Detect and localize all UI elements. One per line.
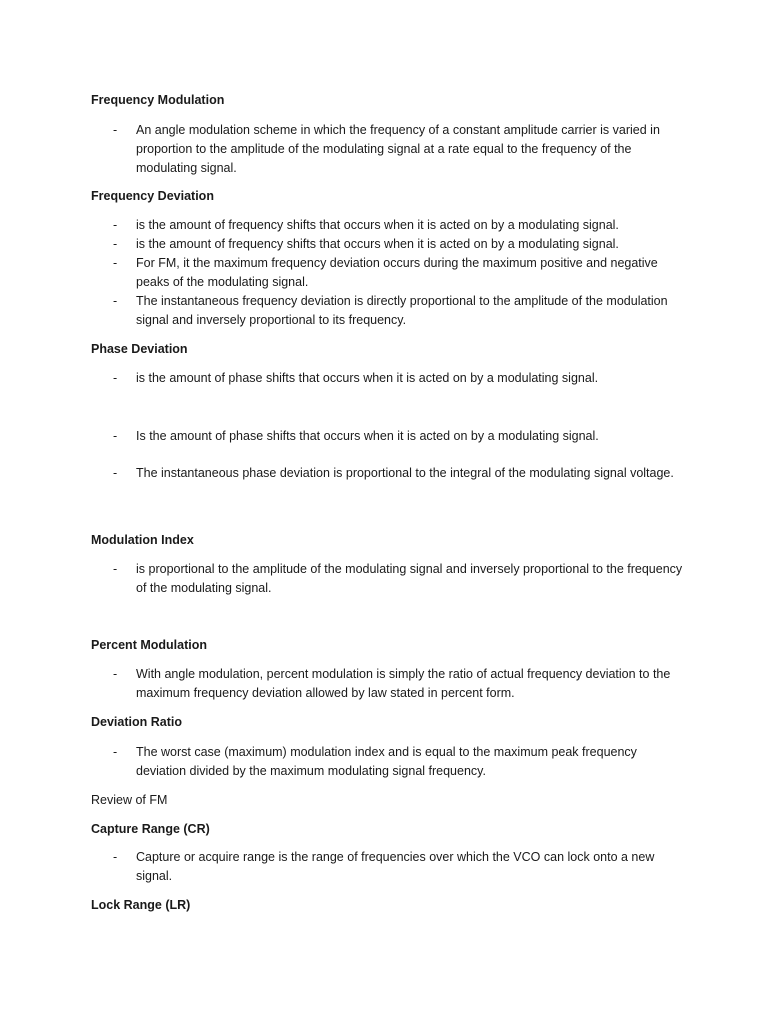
- bullet-text: is the amount of frequency shifts that occurs when it is acted on by a modulating signal.: [136, 237, 619, 251]
- bullet-text: Is the amount of phase shifts that occurs when it is acted on by a modulating signal.: [136, 429, 599, 443]
- bullet-text: The instantaneous phase deviation is proportional to the integral of the modulating signal voltage.: [136, 466, 674, 480]
- bullet-text: is proportional to the amplitude of the modulating signal and inversely proportional to the frequency of the modulating signal.: [136, 562, 683, 595]
- section-heading: Frequency Deviation: [91, 189, 214, 203]
- list-item: [113, 254, 683, 292]
- bullet-list: [113, 665, 683, 703]
- bullet-dash: -: [113, 429, 118, 443]
- review-heading: Review of FM: [91, 793, 168, 807]
- bullet-list: [113, 743, 683, 781]
- bullet-list: [113, 121, 683, 178]
- section-heading: Modulation Index: [91, 533, 194, 547]
- bullet-text: With angle modulation, percent modulation is simply the ratio of actual frequency deviation to the maximum frequency deviation allowed by law stated in percent form.: [136, 667, 671, 700]
- list-item: [113, 848, 683, 886]
- bullet-list: [113, 560, 683, 598]
- section-heading: Percent Modulation: [91, 638, 207, 652]
- bullet-dash: -: [113, 294, 118, 308]
- bullet-text: An angle modulation scheme in which the frequency of a constant amplitude carrier is varied in proportion to the amplitude of the modulating signal at a rate equal to the frequency of the modulating signal.: [136, 123, 660, 175]
- bullet-dash: -: [113, 256, 118, 270]
- bullet-list: [113, 427, 683, 446]
- bullet-text: The instantaneous frequency deviation is directly proportional to the amplitude of the modulation signal and inversely proportional to its frequency.: [136, 294, 668, 327]
- bullet-text: is the amount of phase shifts that occurs when it is acted on by a modulating signal.: [136, 371, 599, 385]
- bullet-text: For FM, it the maximum frequency deviation occurs during the maximum positive and negative peaks of the modulating signal.: [136, 256, 658, 289]
- bullet-dash: -: [113, 123, 118, 137]
- bullet-text: is the amount of frequency shifts that occurs when it is acted on by a modulating signal.: [136, 218, 619, 232]
- list-item: [113, 665, 683, 703]
- bullet-list: [113, 464, 683, 483]
- bullet-dash: -: [113, 371, 118, 385]
- list-item: [113, 235, 683, 254]
- bullet-dash: -: [113, 466, 118, 480]
- bullet-text: Capture or acquire range is the range of frequencies over which the VCO can lock onto a new signal.: [136, 850, 655, 883]
- bullet-dash: -: [113, 850, 118, 864]
- list-item: [113, 464, 683, 483]
- list-item: [113, 560, 683, 598]
- section-heading: Capture Range (CR): [91, 822, 210, 836]
- bullet-dash: -: [113, 745, 118, 759]
- bullet-dash: -: [113, 667, 118, 681]
- bullet-list: [113, 216, 683, 330]
- list-item: [113, 292, 683, 330]
- bullet-dash: -: [113, 218, 118, 232]
- bullet-list: [113, 848, 683, 886]
- section-heading: Frequency Modulation: [91, 93, 225, 107]
- bullet-text: The worst case (maximum) modulation index and is equal to the maximum peak frequency deviation divided by the maximum modulating signal frequency.: [136, 745, 637, 778]
- bullet-dash: -: [113, 562, 118, 576]
- bullet-list: [113, 369, 683, 388]
- section-heading: Phase Deviation: [91, 342, 188, 356]
- list-item: [113, 216, 683, 235]
- list-item: [113, 427, 683, 446]
- list-item: [113, 743, 683, 781]
- section-heading: Lock Range (LR): [91, 898, 191, 912]
- section-heading: Deviation Ratio: [91, 715, 182, 729]
- bullet-dash: -: [113, 237, 118, 251]
- list-item: [113, 369, 683, 388]
- list-item: [113, 121, 683, 178]
